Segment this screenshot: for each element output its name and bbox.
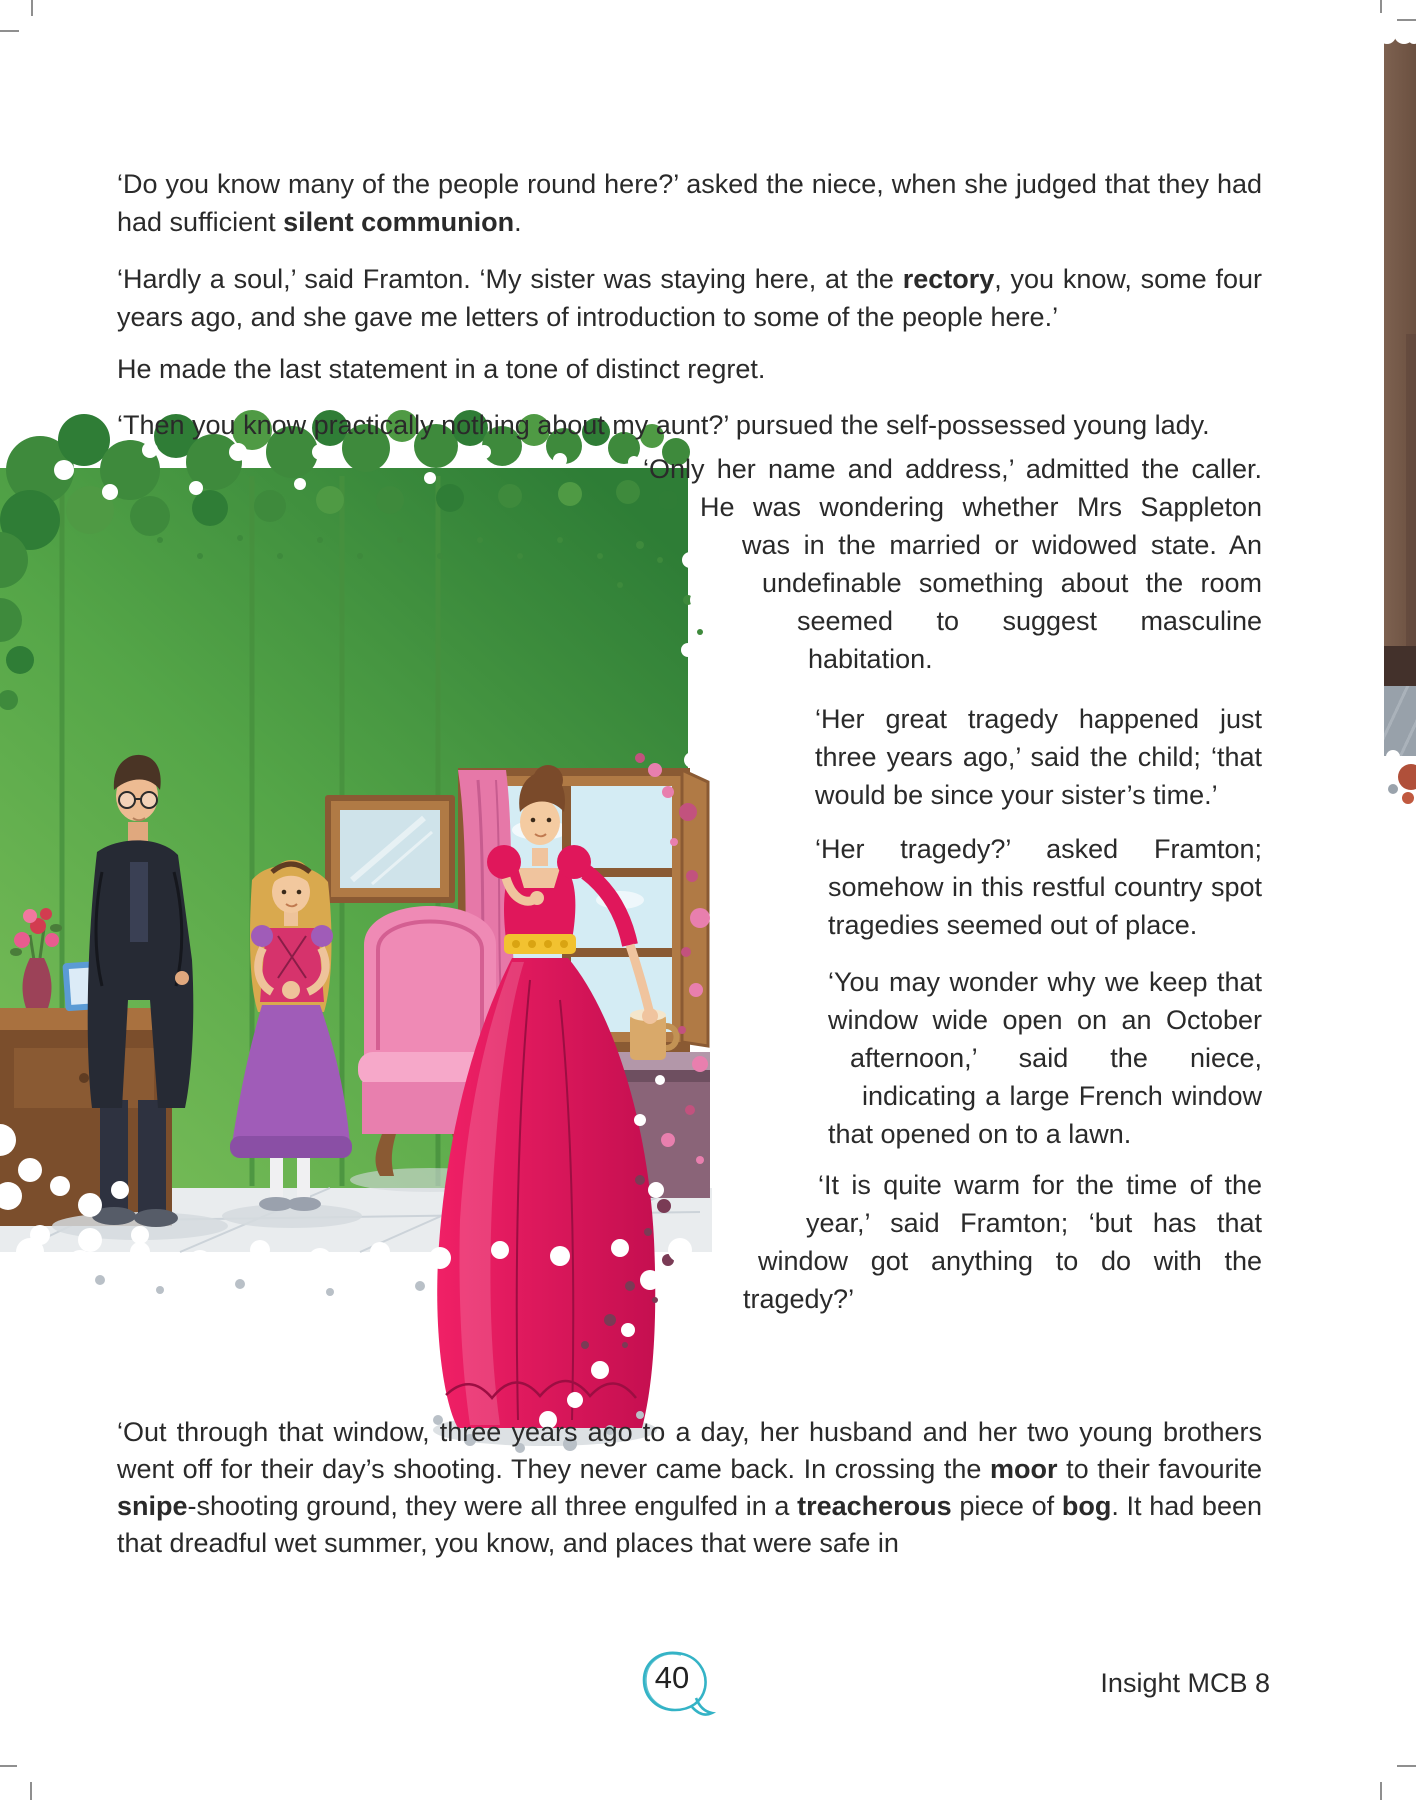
story-paragraph: ‘Her great tragedy happened just three years ago,’ said the child; ‘that would be since your sister’s time.’	[815, 704, 1262, 810]
story-paragraph: ‘Then you know practically nothing about my aunt?’ pursued the self-possessed young lady.	[117, 410, 1210, 440]
crop-mark	[0, 30, 19, 32]
crop-mark	[31, 0, 33, 16]
story-paragraph: ‘You may wonder why we keep that window wide open on an October afternoon,’ said the niece, indicating a large French window that opened on to a lawn.	[828, 967, 1262, 1149]
book-title-footer: Insight MCB 8	[1100, 1668, 1270, 1698]
story-paragraph: He made the last statement in a tone of distinct regret.	[117, 354, 766, 384]
adjacent-page-floor	[1384, 686, 1416, 756]
story-paragraph: ‘Her tragedy?’ asked Framton; somehow in this restful country spot tragedies seemed out of place.	[815, 834, 1262, 940]
story-paragraph: ‘Hardly a soul,’ said Framton. ‘My sister was staying here, at the rectory, you know, some four years ago, and she gave me letters of introduction to some of the people here.’	[117, 264, 1262, 332]
crop-mark	[30, 1782, 32, 1800]
story-paragraph: ‘Out through that window, three years ago to a day, her husband and her two young brothers went off for their day’s shooting. They never came back. In crossing the moor to their favourite snipe-shooting ground, they were all three engulfed in a treacherous piece of bog. It had been that dreadful wet summer, you know, and places that were safe in	[117, 1417, 1262, 1558]
crop-mark	[1380, 0, 1382, 13]
adjacent-page-baseboard	[1384, 646, 1416, 686]
adjacent-page-spatter	[1384, 756, 1416, 820]
crop-mark	[1397, 19, 1416, 21]
story-text-column	[117, 165, 1262, 1562]
adjacent-page-brown-wall	[1384, 34, 1416, 646]
page-number: 40	[654, 1660, 690, 1695]
crop-mark	[1380, 1782, 1382, 1800]
crop-mark	[1397, 1765, 1416, 1767]
text-wrap-around-illustration	[117, 444, 1262, 1410]
story-paragraph: ‘Do you know many of the people round here?’ asked the niece, when she judged that they had had sufficient silent communion.	[117, 169, 1262, 237]
story-paragraph: ‘Only her name and address,’ admitted the caller. He was wondering whether Mrs Sappleton was in the married or widowed state. An undefinable something about the room seemed to suggest masculine habitation.	[643, 454, 1262, 674]
page-number-bubble	[638, 1648, 718, 1720]
story-paragraph: ‘It is quite warm for the time of the year,’ said Framton; ‘but has that window got anything to do with the tragedy?’	[743, 1170, 1262, 1314]
crop-mark	[0, 1765, 17, 1767]
adjacent-page-edge	[1384, 34, 1416, 820]
